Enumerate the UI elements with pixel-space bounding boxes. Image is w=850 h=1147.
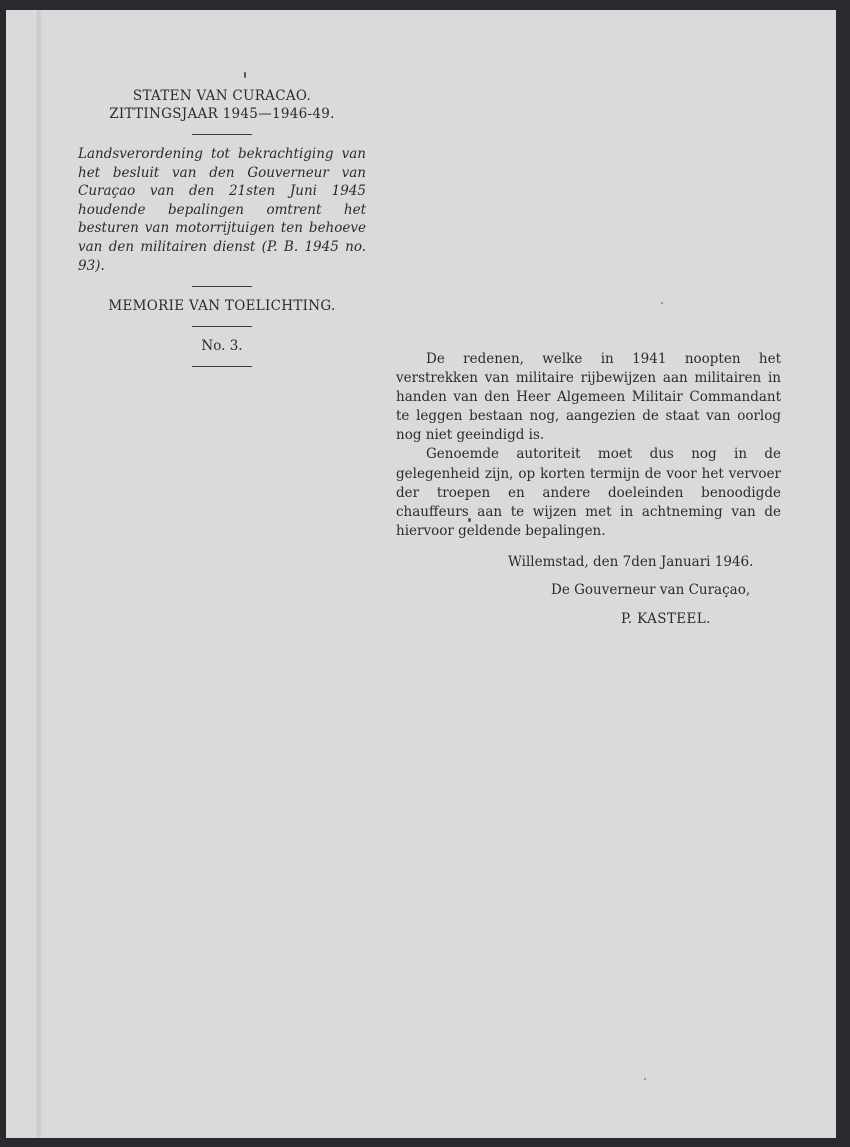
document-number: No. 3. [201, 338, 243, 355]
signature: P. KASTEEL. [621, 610, 711, 627]
header-line-2: ZITTINGSJAAR 1945—1946-49. [109, 106, 335, 122]
body-paragraph-1: De redenen, welke in 1941 noopten het verstrekken van militaire rijbewijzen aan militairen in handen van den Heer Algemeen Militair Commandant te leggen bestaan nog, aangezien de staat van oorlog nog niet geeindigd is. [396, 351, 781, 444]
ink-speck [644, 1078, 646, 1080]
body-paragraph-2: Genoemde autoriteit moet dus nog in de gelegenheid zijn, op korten termijn de voor het vervoer der troepen en andere doeleinden benoodigde chauffeurs aan te wijzen met in achtneming van de hiervoor geldende bepalingen. [396, 446, 781, 539]
ink-speck [244, 72, 246, 78]
header-line-1: STATEN VAN CURACAO. [132, 88, 312, 104]
title-block [78, 87, 366, 377]
divider [192, 134, 252, 135]
divider [192, 366, 252, 367]
ink-speck [661, 302, 663, 304]
body-block [396, 350, 781, 629]
divider [192, 286, 252, 287]
page-fold [36, 10, 42, 1138]
place-date: Willemstad, den 7den Januari 1946. [508, 553, 754, 570]
memorie-title: MEMORIE VAN TOELICHTING. [108, 298, 336, 315]
document-page [6, 10, 836, 1138]
subject-text: Landsverordening tot bekrachtiging van het besluit van den Gouverneur van Curaçao van den 21sten Juni 1945 houdende bepalingen omtrent het besturen van motorrijtuigen ten behoeve van den militairen dienst (P. B. 1945 no. 93). [78, 146, 366, 274]
governor-title: De Gouverneur van Curaçao, [551, 581, 751, 598]
divider [192, 326, 252, 327]
